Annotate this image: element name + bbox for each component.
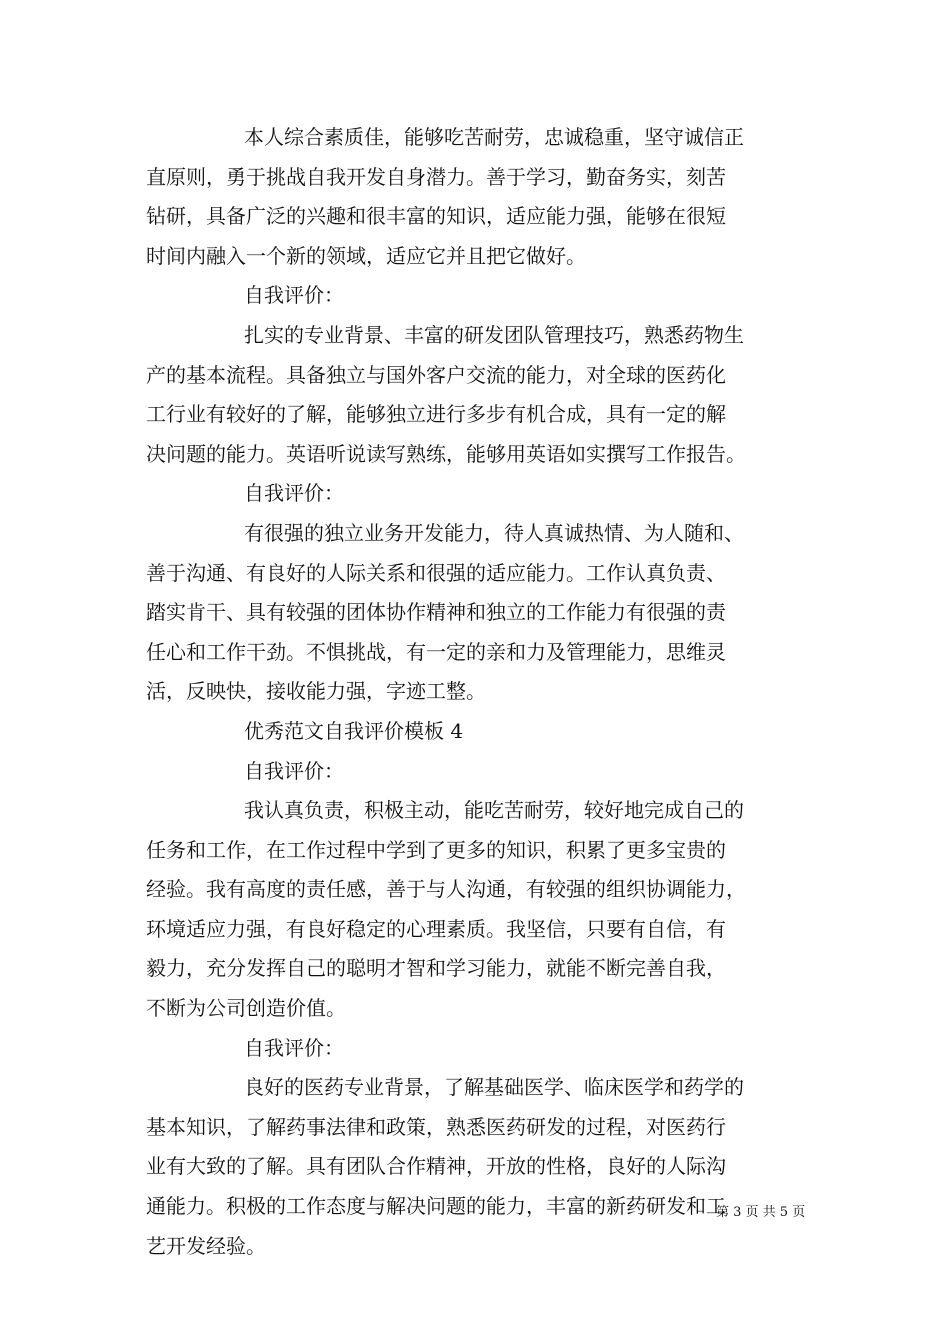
text-line: 自我评价： <box>244 758 344 783</box>
text-line: 活，反映快，接收能力强，字迹工整。 <box>146 679 486 704</box>
text-line: 踏实肯干、具有较强的团体协作精神和独立的工作能力有很强的责 <box>146 600 726 625</box>
text-line: 不断为公司创造价值。 <box>146 996 346 1021</box>
text-line: 直原则，勇于挑战自我开发自身潜力。善于学习，勤奋务实，刻苦 <box>146 164 726 189</box>
text-line: 经验。我有高度的责任感，善于与人沟通，有较强的组织协调能力， <box>146 877 746 902</box>
text-line: 良好的医药专业背景，了解基础医学、临床医学和药学的 <box>244 1075 744 1100</box>
text-line: 自我评价： <box>244 481 344 506</box>
text-line: 工行业有较好的了解，能够独立进行多步有机合成，具有一定的解 <box>146 402 726 427</box>
text-line: 任务和工作，在工作过程中学到了更多的知识，积累了更多宝贵的 <box>146 837 726 862</box>
text-line: 艺开发经验。 <box>146 1233 266 1258</box>
text-line: 产的基本流程。具备独立与国外客户交流的能力，对全球的医药化 <box>146 362 726 387</box>
text-line: 扎实的专业背景、丰富的研发团队管理技巧，熟悉药物生 <box>244 322 744 347</box>
text-line: 善于沟通、有良好的人际关系和很强的适应能力。工作认真负责、 <box>146 560 726 585</box>
page-number-footer: 第 3 页 共 5 页 <box>716 1205 806 1220</box>
text-line: 钻研，具备广泛的兴趣和很丰富的知识，适应能力强，能够在很短 <box>146 204 726 229</box>
text-line: 自我评价： <box>244 1035 344 1060</box>
text-line: 环境适应力强，有良好稳定的心理素质。我坚信，只要有自信，有 <box>146 916 726 941</box>
text-line: 业有大致的了解。具有团队合作精神，开放的性格，良好的人际沟 <box>146 1154 726 1179</box>
text-line: 基本知识，了解药事法律和政策，熟悉医药研发的过程，对医药行 <box>146 1114 726 1139</box>
text-line: 通能力。积极的工作态度与解决问题的能力，丰富的新药研发和工 <box>146 1194 726 1219</box>
text-line: 优秀范文自我评价模板 4 <box>244 718 464 743</box>
text-line: 我认真负责，积极主动，能吃苦耐劳，较好地完成自己的 <box>244 798 744 823</box>
text-line: 任心和工作干劲。不惧挑战，有一定的亲和力及管理能力，思维灵 <box>146 639 726 664</box>
text-line: 本人综合素质佳，能够吃苦耐劳，忠诚稳重，坚守诚信正 <box>244 125 744 149</box>
text-line: 毅力，充分发挥自己的聪明才智和学习能力，就能不断完善自我， <box>146 956 726 981</box>
document-body <box>146 118 814 1266</box>
text-line: 决问题的能力。英语听说读写熟练，能够用英语如实撰写工作报告。 <box>146 441 746 466</box>
text-line: 自我评价： <box>244 283 344 308</box>
text-line: 有很强的独立业务开发能力，待人真诚热情、为人随和、 <box>244 520 744 545</box>
text-line: 时间内融入一个新的领域，适应它并且把它做好。 <box>146 243 586 268</box>
